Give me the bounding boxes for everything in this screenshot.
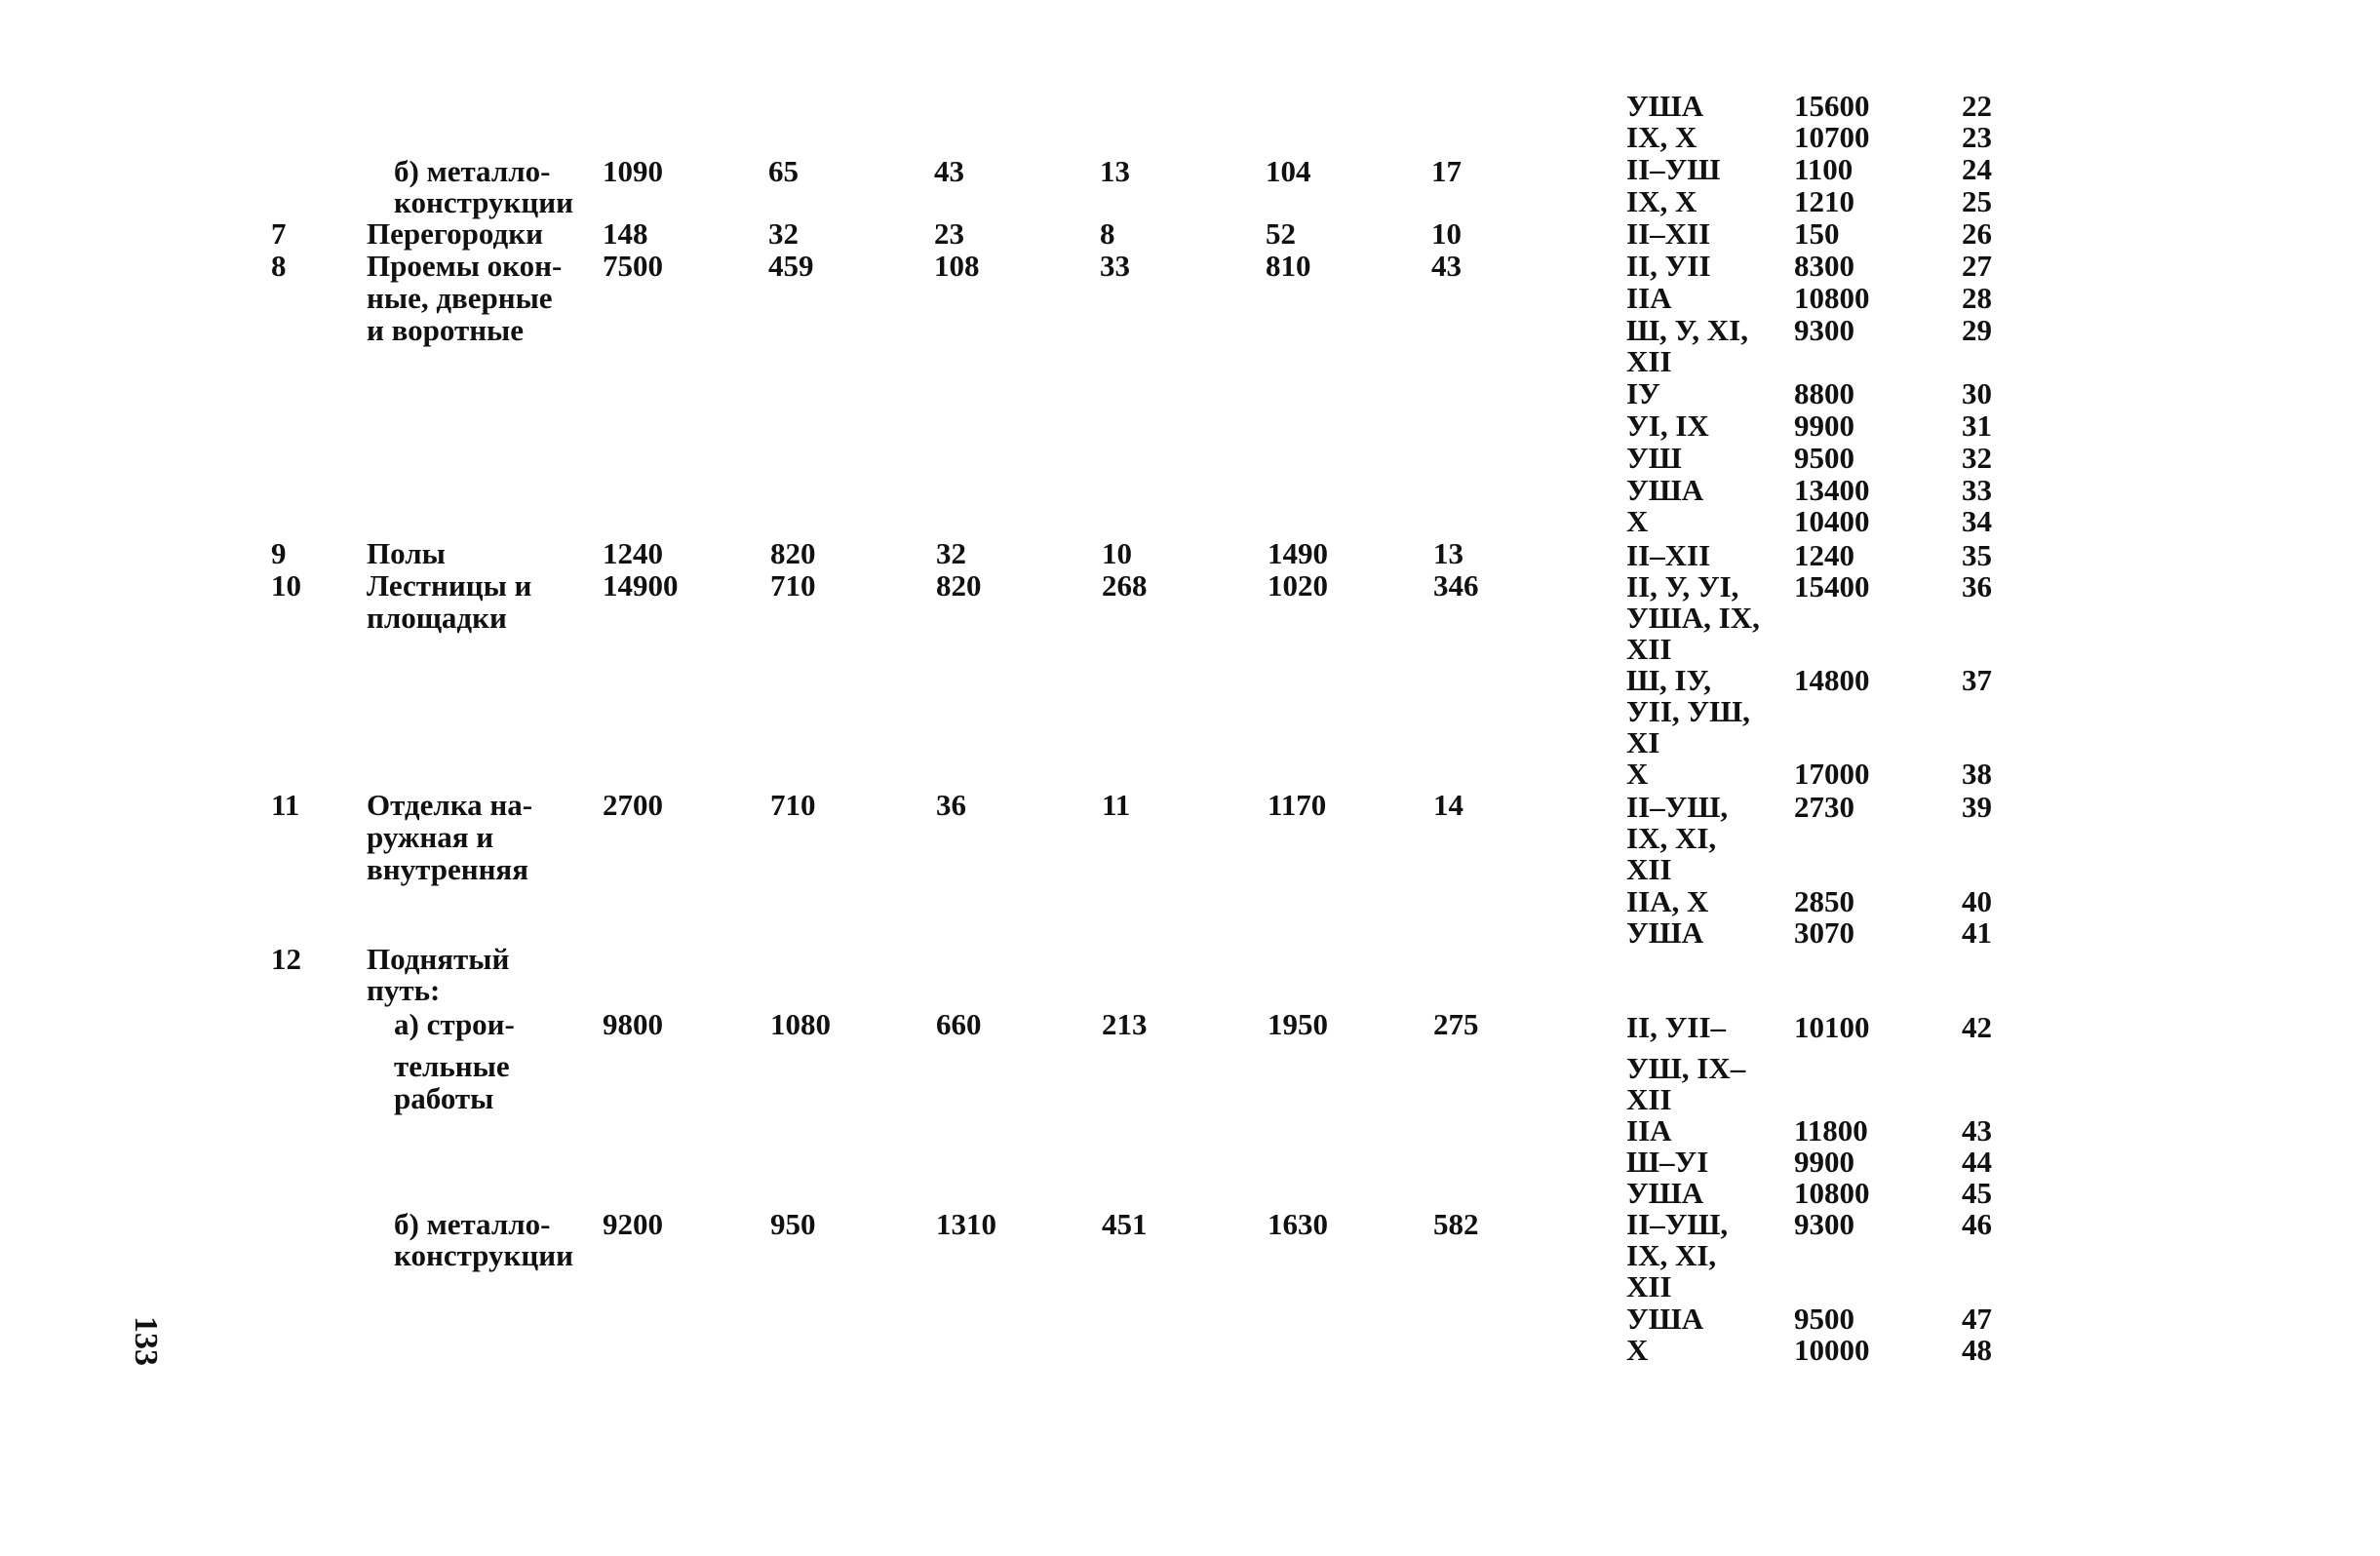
item-number: 39 [1962, 790, 1992, 824]
table-cell: 23 [934, 216, 964, 251]
value-cell: 1240 [1794, 538, 1854, 572]
value-cell: 8300 [1794, 249, 1854, 283]
value-cell: 15400 [1794, 569, 1870, 603]
value-cell: 2730 [1794, 790, 1854, 824]
item-name: площадки [367, 601, 507, 635]
value-cell: 10700 [1794, 120, 1870, 154]
table-cell: 1630 [1268, 1207, 1328, 1241]
table-cell: 13 [1100, 154, 1130, 188]
value-cell: 10800 [1794, 1176, 1870, 1210]
region-cell: IX, XI, [1626, 821, 1717, 855]
region-cell: УШA, IX, [1626, 601, 1760, 635]
region-cell: IX, X [1626, 120, 1697, 154]
item-name: работы [394, 1081, 494, 1115]
region-cell: УШA [1626, 473, 1704, 507]
region-cell: Ш, У, XI, [1626, 313, 1748, 347]
item-number: 37 [1962, 663, 1992, 697]
table-cell: 213 [1102, 1007, 1148, 1041]
value-cell: 13400 [1794, 473, 1870, 507]
table-cell: 1080 [770, 1007, 831, 1041]
table-cell: 9200 [603, 1207, 663, 1241]
item-name: б) металло- [394, 154, 551, 188]
item-number: 32 [1962, 441, 1992, 475]
item-number: 43 [1962, 1113, 1992, 1148]
region-cell: XII [1626, 632, 1672, 666]
item-name: путь: [367, 973, 441, 1007]
item-number: 35 [1962, 538, 1992, 572]
value-cell: 1210 [1794, 184, 1854, 218]
value-cell: 17000 [1794, 757, 1870, 791]
region-cell: УII, УШ, [1626, 694, 1750, 728]
item-number: 26 [1962, 216, 1992, 251]
region-cell: УШA [1626, 1302, 1704, 1336]
region-cell: УI, IX [1626, 408, 1709, 443]
table-cell: 13 [1433, 536, 1463, 570]
table-cell: 2700 [603, 788, 663, 822]
item-number: 29 [1962, 313, 1992, 347]
region-cell: УШA [1626, 89, 1704, 123]
item-name: б) металло- [394, 1207, 551, 1241]
table-cell: 710 [770, 788, 816, 822]
value-cell: 10000 [1794, 1333, 1870, 1367]
table-cell: 43 [1431, 249, 1462, 283]
item-name: конструкции [394, 1238, 573, 1272]
table-cell: 660 [936, 1007, 982, 1041]
item-number: 28 [1962, 281, 1992, 315]
item-name: конструкции [394, 185, 573, 219]
table-cell: 43 [934, 154, 964, 188]
table-cell: 10 [1431, 216, 1462, 251]
item-name: ные, дверные [367, 281, 553, 315]
item-name: Полы [367, 536, 446, 570]
table-cell: 1490 [1268, 536, 1328, 570]
value-cell: 9500 [1794, 441, 1854, 475]
table-cell: 9800 [603, 1007, 663, 1041]
item-number: 41 [1962, 915, 1992, 950]
item-number: 38 [1962, 757, 1992, 791]
table-cell: 11 [1102, 788, 1131, 822]
region-cell: II, УII– [1626, 1010, 1727, 1044]
item-number: 24 [1962, 152, 1992, 186]
item-number: 30 [1962, 376, 1992, 410]
value-cell: 9500 [1794, 1302, 1854, 1336]
table-cell: 268 [1102, 568, 1148, 603]
item-number: 44 [1962, 1145, 1992, 1179]
table-cell: 7500 [603, 249, 663, 283]
table-cell: 65 [768, 154, 799, 188]
region-cell: IIA, X [1626, 884, 1709, 918]
region-cell: IУ [1626, 376, 1660, 410]
value-cell: 9300 [1794, 313, 1854, 347]
item-name: Проемы окон- [367, 249, 563, 283]
region-cell: Ш, IУ, [1626, 663, 1712, 697]
item-number: 34 [1962, 504, 1992, 538]
item-name: Поднятый [367, 942, 510, 976]
region-cell: XII [1626, 1082, 1672, 1116]
table-cell: 1950 [1268, 1007, 1328, 1041]
table-cell: 1240 [603, 536, 663, 570]
item-number: 27 [1962, 249, 1992, 283]
item-number: 25 [1962, 184, 1992, 218]
item-number: 45 [1962, 1176, 1992, 1210]
item-number: 48 [1962, 1333, 1992, 1367]
region-cell: II–УШ, [1626, 790, 1729, 824]
table-cell: 14900 [603, 568, 679, 603]
value-cell: 10100 [1794, 1010, 1870, 1044]
table-cell: 17 [1431, 154, 1462, 188]
table-cell: 459 [768, 249, 814, 283]
item-name: Отделка на- [367, 788, 533, 822]
item-name: тельные [394, 1049, 510, 1083]
item-name: внутренняя [367, 852, 528, 886]
item-name: Лестницы и [367, 568, 532, 603]
region-cell: XII [1626, 344, 1672, 378]
region-cell: II, У, УI, [1626, 569, 1739, 603]
table-cell: 710 [770, 568, 816, 603]
item-number: 31 [1962, 408, 1992, 443]
item-number: 40 [1962, 884, 1992, 918]
table-cell: 346 [1433, 568, 1479, 603]
value-cell: 9900 [1794, 1145, 1854, 1179]
item-number: 47 [1962, 1302, 1992, 1336]
row-number: 7 [271, 216, 287, 251]
region-cell: IIA [1626, 1113, 1672, 1148]
table-cell: 275 [1433, 1007, 1479, 1041]
table-cell: 810 [1266, 249, 1311, 283]
table-cell: 14 [1433, 788, 1463, 822]
region-cell: XII [1626, 1269, 1672, 1303]
value-cell: 10400 [1794, 504, 1870, 538]
item-name: а) строи- [394, 1007, 515, 1041]
table-cell: 451 [1102, 1207, 1148, 1241]
region-cell: X [1626, 504, 1649, 538]
table-cell: 950 [770, 1207, 816, 1241]
table-cell: 108 [934, 249, 980, 283]
table-cell: 582 [1433, 1207, 1479, 1241]
region-cell: X [1626, 1333, 1649, 1367]
value-cell: 14800 [1794, 663, 1870, 697]
item-number: 42 [1962, 1010, 1992, 1044]
item-number: 46 [1962, 1207, 1992, 1241]
value-cell: 1100 [1794, 152, 1853, 186]
row-number: 11 [271, 788, 300, 822]
table-cell: 820 [770, 536, 816, 570]
region-cell: IX, XI, [1626, 1238, 1717, 1272]
table-cell: 1170 [1268, 788, 1327, 822]
region-cell: II–УШ [1626, 152, 1721, 186]
value-cell: 9300 [1794, 1207, 1854, 1241]
value-cell: 3070 [1794, 915, 1854, 950]
region-cell: УШA [1626, 1176, 1704, 1210]
value-cell: 11800 [1794, 1113, 1868, 1148]
table-cell: 8 [1100, 216, 1115, 251]
region-cell: УШ [1626, 441, 1682, 475]
table-cell: 148 [603, 216, 648, 251]
item-number: 23 [1962, 120, 1992, 154]
value-cell: 150 [1794, 216, 1840, 251]
region-cell: II–XII [1626, 538, 1711, 572]
value-cell: 8800 [1794, 376, 1854, 410]
table-cell: 104 [1266, 154, 1311, 188]
item-number: 36 [1962, 569, 1992, 603]
row-number: 9 [271, 536, 287, 570]
table-cell: 10 [1102, 536, 1132, 570]
region-cell: Ш–УI [1626, 1145, 1709, 1179]
table-cell: 36 [936, 788, 966, 822]
value-cell: 9900 [1794, 408, 1854, 443]
table-cell: 1310 [936, 1207, 996, 1241]
table-cell: 1020 [1268, 568, 1328, 603]
value-cell: 10800 [1794, 281, 1870, 315]
item-number: 33 [1962, 473, 1992, 507]
table-cell: 1090 [603, 154, 663, 188]
region-cell: IX, X [1626, 184, 1697, 218]
region-cell: XI [1626, 725, 1660, 759]
table-cell: 52 [1266, 216, 1296, 251]
value-cell: 15600 [1794, 89, 1870, 123]
table-cell: 820 [936, 568, 982, 603]
row-number: 10 [271, 568, 301, 603]
row-number: 8 [271, 249, 287, 283]
item-name: ружная и [367, 820, 494, 854]
region-cell: УШA [1626, 915, 1704, 950]
region-cell: X [1626, 757, 1649, 791]
value-cell: 2850 [1794, 884, 1854, 918]
table-cell: 32 [936, 536, 966, 570]
page-number: 133 [128, 1316, 164, 1366]
table-cell: 33 [1100, 249, 1130, 283]
item-name: и воротные [367, 313, 525, 347]
region-cell: УШ, IX– [1626, 1051, 1746, 1085]
region-cell: II, УII [1626, 249, 1711, 283]
table-cell: 32 [768, 216, 799, 251]
region-cell: II–УШ, [1626, 1207, 1729, 1241]
region-cell: IIA [1626, 281, 1672, 315]
region-cell: XII [1626, 852, 1672, 886]
region-cell: II–XII [1626, 216, 1711, 251]
item-number: 22 [1962, 89, 1992, 123]
item-name: Перегородки [367, 216, 543, 251]
row-number: 12 [271, 942, 301, 976]
